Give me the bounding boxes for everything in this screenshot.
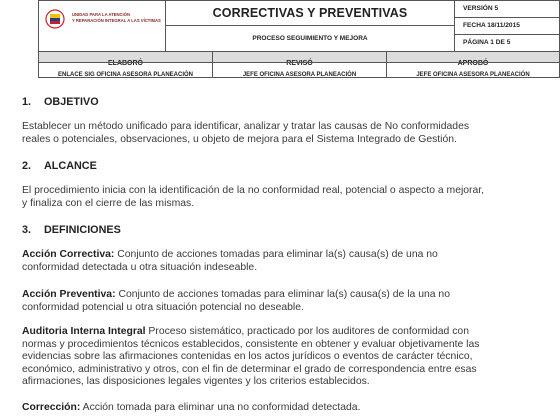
- elaboro-value: ENLACE SIG OFICINA ASESORA PLANEACIÓN: [57, 72, 193, 78]
- definition-text: conformidad potencial u otra situación potencial no deseable.: [22, 301, 304, 313]
- section-heading-definiciones: [22, 224, 121, 236]
- aprobo-value-cell: [386, 62, 560, 78]
- document-title: CORRECTIVAS Y PREVENTIVAS: [212, 6, 408, 20]
- definition-text: conformidad detectada u otra situación indeseable.: [22, 261, 258, 273]
- logo-text: [72, 12, 167, 23]
- page-number-label: PÁGINA 1 DE 5: [463, 39, 511, 46]
- section-title: OBJETIVO: [44, 96, 99, 108]
- definition-term: Auditoria Interna Integral: [22, 326, 146, 337]
- date-cell: [454, 17, 560, 35]
- flag-emblem-icon: [45, 9, 65, 29]
- definition-auditoria-interna: [22, 326, 518, 389]
- definition-text: normas y procedimientos técnicos establecidos, consistente en obtener y evaluar objetivamente las: [22, 338, 480, 350]
- logo-cell: [38, 0, 166, 52]
- paragraph-line: y finaliza con el cierre de las mismas.: [22, 197, 195, 209]
- section-number: 2.: [22, 160, 32, 172]
- definition-term: Acción Correctiva:: [22, 249, 115, 260]
- process-cell: [165, 25, 455, 52]
- section-number: 3.: [22, 224, 32, 236]
- page-number-cell: [454, 34, 560, 52]
- column-header-text: REVISÓ: [286, 60, 313, 67]
- paragraph-line: reales o potenciales, observaciones, u objeto de mejora para el Sistema Integrado de Gestión.: [22, 133, 457, 145]
- section-title: DEFINICIONES: [44, 224, 121, 236]
- paragraph-line: Establecer un método unificado para identificar, analizar y tratar las causas de No conformidades: [22, 121, 470, 132]
- definition-accion-correctiva: [22, 249, 518, 274]
- column-header-text: ELABORÓ: [108, 60, 143, 67]
- section-heading-alcance: [22, 160, 97, 172]
- definition-text: Acción tomada para eliminar una no conformidad detectada.: [80, 402, 361, 413]
- version-label: VERSIÓN 5: [463, 5, 499, 12]
- column-header-text: APROBÓ: [457, 60, 489, 67]
- section-number: 1.: [22, 96, 32, 108]
- elaboro-value-cell: [38, 62, 213, 78]
- definition-correccion: [22, 402, 518, 415]
- logo-line-1: UNIDAD PARA LA ATENCIÓN: [72, 12, 131, 17]
- logo-line-2: Y REPARACIÓN INTEGRAL A LAS VÍCTIMAS: [72, 17, 161, 23]
- objetivo-paragraph: [22, 121, 518, 146]
- section-heading-objetivo: [22, 96, 99, 108]
- title-cell: [165, 0, 455, 26]
- definition-text: afirmaciones, las disposiciones legales vigentes y los criterios establecidos.: [22, 376, 370, 387]
- paragraph-line: El procedimiento inicia con la identificación de la no conformidad real, potencial o aspecto a mejorar,: [22, 185, 485, 196]
- reviso-value-cell: [212, 62, 387, 78]
- definition-term: Acción Preventiva:: [22, 289, 116, 300]
- process-name: PROCESO SEGUIMIENTO Y MEJORA: [252, 35, 368, 42]
- document-header-table: [38, 0, 560, 78]
- definition-text: Proceso sistemático, practicado por los auditores de conformidad con: [145, 326, 469, 337]
- date-label: FECHA 18/11/2015: [463, 22, 520, 29]
- version-cell: [454, 0, 560, 18]
- definition-text: Conjunto de acciones tomadas para eliminar la(s) causa(s) de una no: [114, 249, 438, 260]
- definition-accion-preventiva: [22, 289, 518, 314]
- definition-term: Corrección:: [22, 402, 81, 413]
- definition-text: evidencias sobre las afirmaciones contenidas en los actos jurídicos o eventos de carácter técnico,: [22, 351, 473, 362]
- definition-text: Conjunto de acciones tomadas para eliminar la(s) causa(s) de la una no: [115, 289, 450, 300]
- definition-text: económico, administrativo y otros, con el fin de determinar el grado de correspondencia entre esas: [22, 363, 477, 375]
- aprobo-value: JEFE OFICINA ASESORA PLANEACIÓN: [416, 72, 530, 78]
- section-title: ALCANCE: [44, 160, 97, 172]
- reviso-value: JEFE OFICINA ASESORA PLANEACIÓN: [242, 72, 357, 78]
- alcance-paragraph: [22, 185, 518, 210]
- organization-logo: [45, 6, 165, 46]
